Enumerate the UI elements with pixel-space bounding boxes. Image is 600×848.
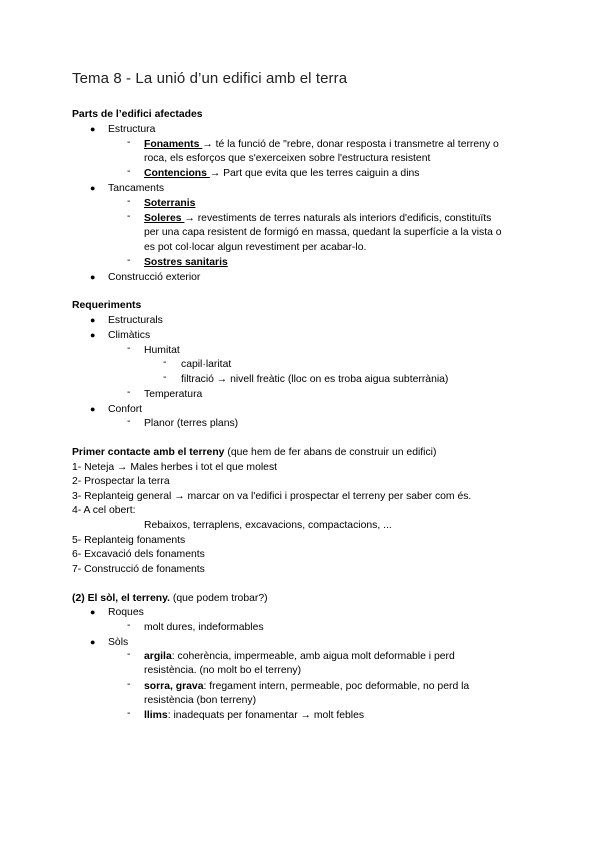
dash-icon: -	[163, 357, 167, 368]
step-7: 7- Construcció de fonaments	[72, 564, 205, 575]
contencions-text: → Part que evita que les terres caiguin a dins	[209, 168, 420, 179]
list-item-sorra-grava	[144, 679, 469, 694]
heading-primer-contacte-note: (que hem de fer abans de construir un edifici)	[224, 447, 437, 458]
heading-sol-note: (que podem trobar?)	[169, 593, 268, 604]
step-5: 5- Replanteig fonaments	[72, 535, 186, 546]
list-item-climatics: Climàtics	[108, 330, 151, 341]
list-item-capillaritat: capil·laritat	[181, 359, 232, 370]
term-argila: argila	[144, 651, 172, 662]
list-item-sostres-sanitaris: Sostres sanitaris	[144, 257, 228, 268]
term-contencions: Contencions	[144, 168, 210, 179]
section-heading-sol	[72, 591, 268, 606]
term-soleres: Soleres	[144, 213, 185, 224]
dash-icon: -	[127, 211, 131, 222]
sorra-grava-text-line2: resistència (bon terreny)	[144, 695, 257, 706]
fonaments-text: → té la funció de "rebre, donar resposta i transmetre al terreny o	[202, 139, 499, 150]
list-item-humitat: Humitat	[144, 345, 180, 356]
dash-icon: -	[163, 372, 167, 383]
list-item-roques: Roques	[108, 607, 144, 618]
argila-text: : coherència, impermeable, amb aigua molt deformable i perd	[171, 651, 455, 662]
list-item-planor: Planor (terres plans)	[144, 418, 239, 429]
dash-icon: -	[127, 196, 131, 207]
bullet-icon: ●	[90, 183, 96, 193]
dash-icon: -	[127, 255, 131, 266]
page-title: Tema 8 - La unió d’un edifici amb el terra	[72, 70, 348, 87]
list-item-argila	[144, 649, 455, 664]
list-item-construccio-exterior: Construcció exterior	[108, 272, 201, 283]
fonaments-text-line2: roca, els esforços que s'exerceixen sobre l'estructura resistent	[144, 153, 431, 164]
list-item-temperatura: Temperatura	[144, 389, 203, 400]
llims-text: : inadequats per fonamentar → molt febles	[167, 710, 365, 721]
dash-icon: -	[127, 387, 131, 398]
term-sorra-grava: sorra, grava	[144, 681, 204, 692]
step-4: 4- A cel obert:	[72, 505, 136, 516]
section-heading-requeriments: Requeriments	[72, 300, 142, 311]
sorra-grava-text: : fregament intern, permeable, poc deformable, no perd la	[203, 681, 470, 692]
list-item-sols: Sòls	[108, 637, 129, 648]
step-1: 1- Neteja → Males herbes i tot el que molest	[72, 462, 278, 473]
heading-primer-contacte-bold: Primer contacte amb el terreny	[72, 447, 225, 458]
list-item-estructurals: Estructurals	[108, 315, 163, 326]
dash-icon: -	[127, 649, 131, 660]
dash-icon: -	[127, 708, 131, 719]
soleres-text-line2: per una capa resistent de formigó en massa, quedant la superfície a la vista o	[144, 227, 502, 238]
list-item-tancaments: Tancaments	[108, 183, 165, 194]
list-item-confort: Confort	[108, 404, 143, 415]
bullet-icon: ●	[90, 272, 96, 282]
term-llims: llims	[144, 710, 168, 721]
dash-icon: -	[127, 166, 131, 177]
bullet-icon: ●	[90, 124, 96, 134]
list-item-contencions	[144, 166, 419, 181]
bullet-icon: ●	[90, 404, 96, 414]
step-3: 3- Replanteig general → marcar on va l'edifici i prospectar el terreny per saber com és.	[72, 491, 472, 502]
list-item-soleres	[144, 211, 491, 226]
step-2: 2- Prospectar la terra	[72, 476, 170, 487]
list-item-soterranis: Soterranis	[144, 198, 196, 209]
list-item-fonaments	[144, 137, 499, 152]
step-6: 6- Excavació dels fonaments	[72, 549, 205, 560]
roques-detail: molt dures, indeformables	[144, 622, 264, 633]
bullet-icon: ●	[90, 607, 96, 617]
dash-icon: -	[127, 137, 131, 148]
term-fonaments: Fonaments	[144, 139, 203, 150]
dash-icon: -	[127, 343, 131, 354]
list-item-filtracio: filtració → nivell freàtic (lloc on es troba aigua subterrània)	[181, 374, 449, 385]
soleres-text-line3: es pot col·locar algun revestiment per acabar-lo.	[144, 242, 367, 253]
list-item-llims	[144, 708, 364, 723]
step-4-detail: Rebaixos, terraplens, excavacions, compactacions, ...	[144, 520, 392, 531]
heading-sol-bold: (2) El sòl, el terreny.	[72, 593, 170, 604]
bullet-icon: ●	[90, 315, 96, 325]
argila-text-line2: resistència. (no molt bo el terreny)	[144, 665, 302, 676]
bullet-icon: ●	[90, 330, 96, 340]
dash-icon: -	[127, 416, 131, 427]
section-heading-parts: Parts de l’edifici afectades	[72, 109, 203, 120]
bullet-icon: ●	[90, 637, 96, 647]
dash-icon: -	[127, 679, 131, 690]
dash-icon: -	[127, 620, 131, 631]
section-heading-primer-contacte	[72, 445, 436, 460]
soleres-text: → revestiments de terres naturals als interiors d'edificis, constituïts	[184, 213, 492, 224]
list-item-estructura: Estructura	[108, 124, 156, 135]
